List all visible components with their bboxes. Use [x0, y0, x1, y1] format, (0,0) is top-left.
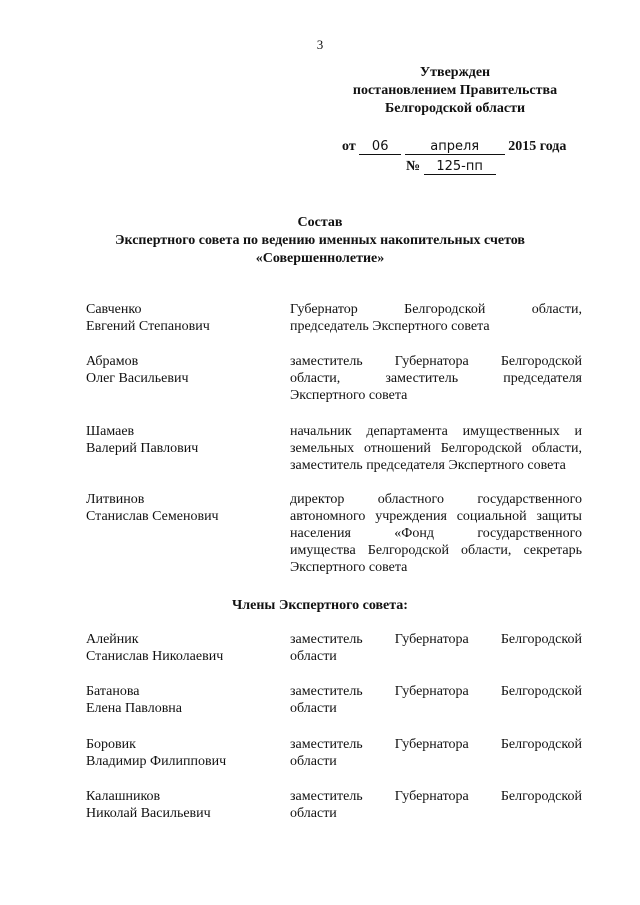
person-role-line — [290, 387, 582, 404]
role-word: защиты — [536, 509, 582, 524]
approval-number — [406, 158, 496, 175]
person-name-line: Владимир Филиппович — [86, 754, 227, 769]
person-role-line — [290, 753, 582, 770]
role-word: «Фонд — [394, 526, 434, 541]
role-word: имущества — [290, 543, 356, 558]
person-role-line — [290, 370, 582, 387]
person-name-line: Станислав Николаевич — [86, 649, 224, 664]
number-value: 125-пп — [424, 160, 496, 175]
role-word: населения — [290, 526, 351, 541]
role-word: председателя — [503, 371, 582, 386]
person-role-line — [290, 788, 582, 805]
role-word: Белгородской — [500, 684, 582, 699]
title-line: «Совершеннолетие» — [255, 251, 385, 266]
role-word: имущественных — [462, 424, 560, 439]
role-word: областного — [377, 492, 444, 507]
role-word: заместитель — [290, 684, 363, 699]
person-name-line: Боровик — [86, 737, 136, 752]
person-role-line — [290, 631, 582, 648]
role-word: заместитель — [290, 737, 363, 752]
person-role — [290, 788, 582, 822]
person-name-line: Олег Васильевич — [86, 371, 189, 386]
person-name-line: Николай Васильевич — [86, 806, 211, 821]
role-word: Белгородской — [500, 789, 582, 804]
role-word: отношений — [363, 441, 431, 456]
person-role-line — [290, 440, 582, 457]
role-word: Экспертного совета — [290, 560, 408, 575]
document-title — [0, 214, 640, 268]
role-word: области, — [531, 441, 582, 456]
role-word: Губернатора — [394, 632, 469, 647]
person-name — [86, 423, 276, 457]
person-name-line: Савченко — [86, 302, 142, 317]
person-role-line — [290, 423, 582, 440]
person-name — [86, 491, 276, 525]
role-word: Губернатора — [394, 737, 469, 752]
person-name-line: Елена Павловна — [86, 701, 183, 716]
role-word: начальник — [290, 424, 352, 439]
person-name — [86, 631, 276, 665]
person-name — [86, 736, 276, 770]
role-word: Белгородской — [367, 543, 449, 558]
person-role-line — [290, 318, 582, 335]
person-name-line: Шамаев — [86, 424, 135, 439]
role-word: области — [290, 754, 337, 769]
person-name — [86, 353, 276, 387]
title-line: Состав — [297, 215, 343, 230]
role-word: заместитель председателя Экспертного совета — [290, 458, 566, 473]
role-word: Губернатора — [394, 789, 469, 804]
role-word: заместитель — [290, 632, 363, 647]
person-name-line: Калашников — [86, 789, 161, 804]
person-role-line — [290, 736, 582, 753]
person-name — [86, 683, 276, 717]
date-month: апреля — [405, 140, 505, 155]
role-word: земельных — [290, 441, 355, 456]
person-name — [86, 788, 276, 822]
role-word: государственного — [477, 492, 582, 507]
role-word: председатель Экспертного совета — [290, 319, 490, 334]
role-word: области — [290, 701, 337, 716]
person-name-line: Станислав Семенович — [86, 509, 219, 524]
person-role-line — [290, 353, 582, 370]
role-word: Белгородской — [500, 354, 582, 369]
person-role — [290, 631, 582, 665]
role-word: заместитель — [290, 789, 363, 804]
person-role — [290, 683, 582, 717]
role-word: области — [290, 649, 337, 664]
person-role-line — [290, 508, 582, 525]
person-role — [290, 491, 582, 576]
page-number: 3 — [316, 37, 324, 52]
person-name-line: Абрамов — [86, 354, 139, 369]
role-word: учреждения — [375, 509, 447, 524]
title-line: Экспертного совета по ведению именных накопительных счетов — [115, 233, 525, 248]
role-word: государственного — [477, 526, 582, 541]
person-role-line — [290, 301, 582, 318]
role-word: директор — [290, 492, 345, 507]
role-word: Губернатор — [290, 302, 358, 317]
person-name-line: Евгений Степанович — [86, 319, 210, 334]
approval-line: постановлением Правительства — [352, 83, 558, 98]
person-role-line — [290, 525, 582, 542]
person-role-line — [290, 457, 582, 474]
approval-line: Белгородской области — [384, 101, 526, 116]
person-role — [290, 301, 582, 335]
person-role-line — [290, 542, 582, 559]
person-role-line — [290, 683, 582, 700]
date-year: 2015 года — [508, 139, 567, 154]
person-role-line — [290, 491, 582, 508]
role-word: Губернатора — [394, 354, 469, 369]
person-name-line: Батанова — [86, 684, 140, 699]
person-name-line: Алейник — [86, 632, 139, 647]
role-word: Белгородской — [500, 737, 582, 752]
approval-line: Утвержден — [419, 65, 491, 80]
person-name — [86, 301, 276, 335]
role-word: области — [290, 806, 337, 821]
members-heading: Члены Экспертного совета: — [232, 598, 408, 613]
role-word: заместитель — [385, 371, 459, 386]
role-word: заместитель — [290, 354, 363, 369]
person-name-line: Литвинов — [86, 492, 145, 507]
role-word: Экспертного совета — [290, 388, 408, 403]
role-word: и — [574, 424, 582, 439]
role-word: автономного — [290, 509, 366, 524]
role-word: секретарь — [523, 543, 582, 558]
role-word: области, — [531, 302, 582, 317]
role-word: социальной — [456, 509, 527, 524]
role-word: области, — [461, 543, 512, 558]
role-word: департамента — [366, 424, 448, 439]
person-role-line — [290, 648, 582, 665]
role-word: Белгородской — [404, 302, 486, 317]
person-role-line — [290, 559, 582, 576]
number-prefix: № — [406, 159, 421, 174]
date-prefix: от — [342, 139, 356, 154]
person-role — [290, 353, 582, 404]
role-word: Белгородской — [500, 632, 582, 647]
date-day: 06 — [359, 140, 401, 155]
approval-block — [330, 64, 580, 118]
person-role — [290, 736, 582, 770]
role-word: области, — [290, 371, 341, 386]
person-role — [290, 423, 582, 474]
person-name-line: Валерий Павлович — [86, 441, 199, 456]
role-word: Белгородской — [440, 441, 522, 456]
approval-date — [342, 138, 582, 155]
person-role-line — [290, 700, 582, 717]
person-role-line — [290, 805, 582, 822]
role-word: Губернатора — [394, 684, 469, 699]
